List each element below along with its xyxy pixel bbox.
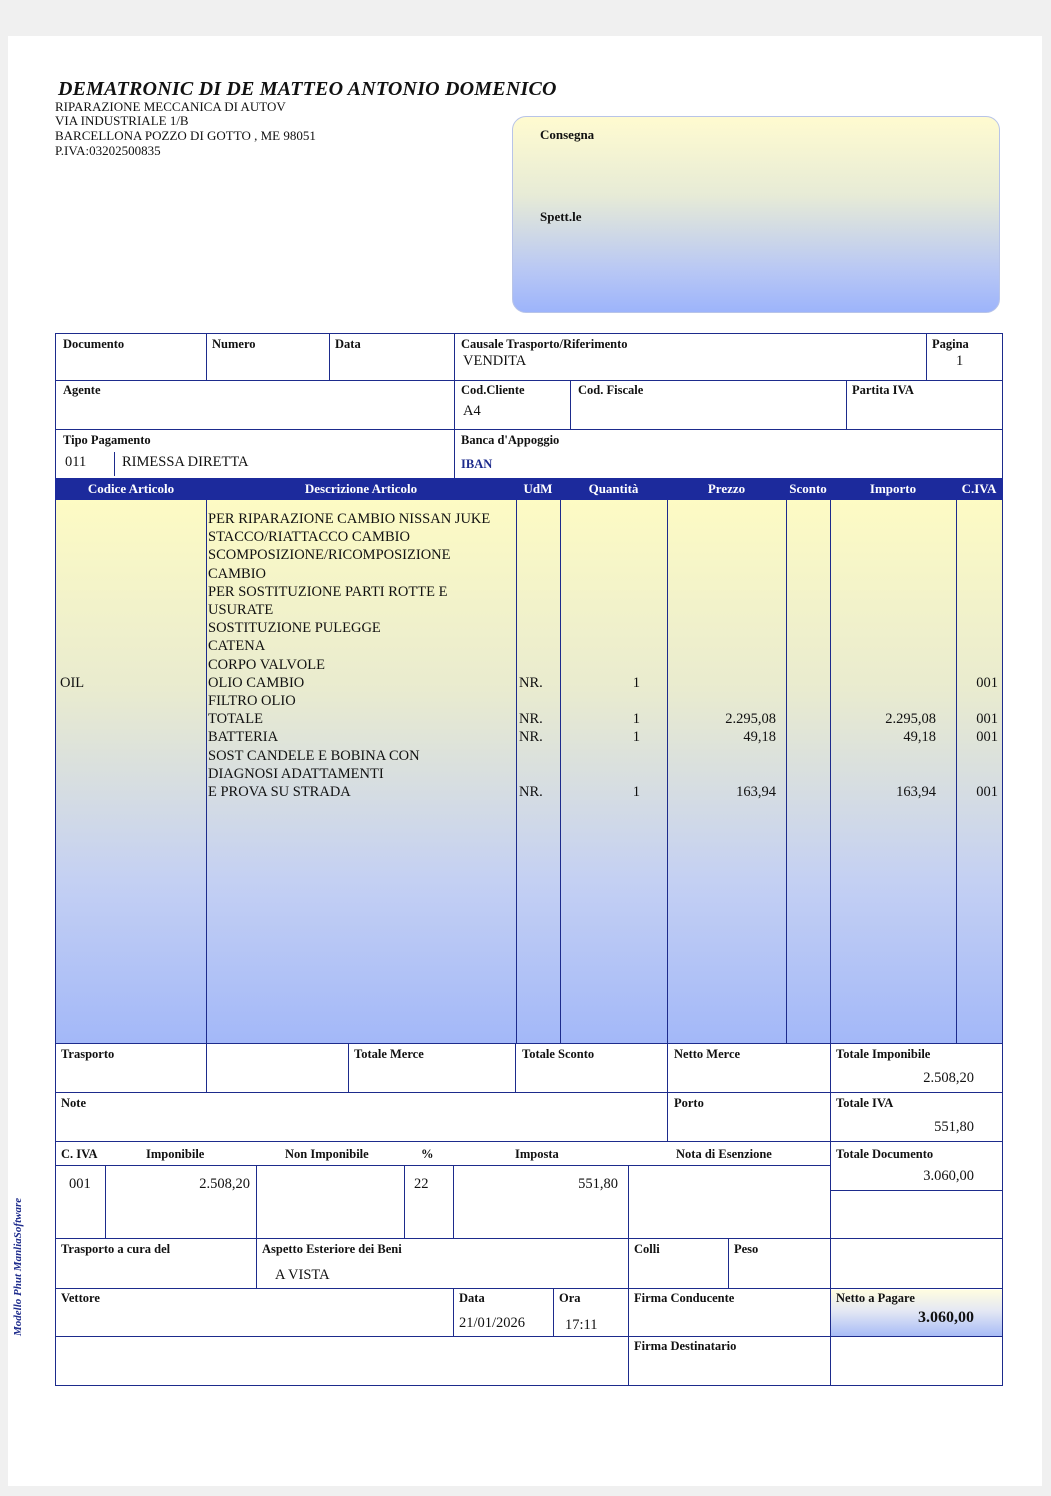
row-desc: E PROVA SU STRADA xyxy=(208,784,351,801)
cod-fiscale-label: Cod. Fiscale xyxy=(578,383,644,397)
row-code: OIL xyxy=(60,674,85,691)
row-udm xyxy=(519,619,543,637)
row-price xyxy=(676,510,776,528)
row-udm xyxy=(519,510,543,528)
row-udm xyxy=(519,546,543,564)
row-qty: 1 xyxy=(632,674,640,691)
partita-iva-label: Partita IVA xyxy=(852,383,914,397)
consegna-label: Consegna xyxy=(540,127,595,142)
row-desc: STACCO/RIATTACCO CAMBIO xyxy=(208,529,410,546)
row-udm: NR. xyxy=(519,784,543,801)
row-iva xyxy=(962,583,998,601)
col-quantita: Quantità xyxy=(588,481,639,496)
row-iva: 001 xyxy=(976,674,998,691)
imponibile-value: 2.508,20 xyxy=(199,1176,250,1192)
row-amount: 2.295,08 xyxy=(885,711,936,728)
row-desc: FILTRO OLIO xyxy=(208,693,296,710)
totale-imponibile-value: 2.508,20 xyxy=(923,1070,974,1086)
peso-label: Peso xyxy=(734,1242,759,1256)
row-udm: NR. xyxy=(519,711,543,728)
row-qty xyxy=(600,528,640,546)
row-amount xyxy=(836,565,936,583)
cod-cliente-value: A4 xyxy=(463,403,481,419)
row-iva xyxy=(962,619,998,637)
row-amount xyxy=(836,619,936,637)
row-qty xyxy=(600,765,640,783)
row-amount-column xyxy=(836,510,936,801)
row-amount xyxy=(836,747,936,765)
row-amount xyxy=(836,674,936,692)
row-qty xyxy=(600,583,640,601)
row-qty xyxy=(600,637,640,655)
col-importo: Importo xyxy=(869,481,917,496)
row-price xyxy=(676,747,776,765)
row-qty xyxy=(600,619,640,637)
civa-label: C. IVA xyxy=(61,1147,98,1161)
porto-label: Porto xyxy=(674,1096,704,1110)
row-desc: PER RIPARAZIONE CAMBIO NISSAN JUKE xyxy=(208,511,491,527)
totale-iva-label: Totale IVA xyxy=(836,1096,894,1110)
row-qty xyxy=(600,747,640,765)
row-price: 49,18 xyxy=(743,729,776,746)
tipo-pagamento-code: 011 xyxy=(65,454,87,470)
row-iva: 001 xyxy=(976,711,998,728)
row-price xyxy=(676,601,776,619)
totale-iva-value: 551,80 xyxy=(934,1119,974,1135)
row-code xyxy=(60,765,84,783)
row-udm xyxy=(519,765,543,783)
row-desc: SCOMPOSIZIONE/RICOMPOSIZIONE xyxy=(208,547,451,564)
colli-label: Colli xyxy=(634,1242,660,1256)
row-desc: CAMBIO xyxy=(208,565,267,582)
causale-value: VENDITA xyxy=(463,353,527,369)
data-vettore-label: Data xyxy=(459,1291,485,1305)
imposta-value: 551,80 xyxy=(578,1176,618,1192)
row-code xyxy=(60,528,84,546)
row-udm xyxy=(519,565,543,583)
ora-label: Ora xyxy=(559,1291,581,1305)
totale-documento-value: 3.060,00 xyxy=(923,1168,974,1184)
row-qty xyxy=(600,692,640,710)
row-price xyxy=(676,637,776,655)
row-amount xyxy=(836,510,936,528)
col-udm: UdM xyxy=(523,481,553,496)
row-code xyxy=(60,710,84,728)
row-udm xyxy=(519,528,543,546)
row-iva xyxy=(962,601,998,619)
row-desc: OLIO CAMBIO xyxy=(208,674,305,691)
row-amount xyxy=(836,765,936,783)
tipo-pagamento-label: Tipo Pagamento xyxy=(63,433,151,447)
row-code xyxy=(60,510,84,528)
row-udm: NR. xyxy=(519,674,543,691)
row-desc: SOSTITUZIONE PULEGGE xyxy=(208,620,381,637)
row-amount xyxy=(836,692,936,710)
row-iva xyxy=(962,546,998,564)
totale-documento-label: Totale Documento xyxy=(836,1147,934,1161)
row-qty xyxy=(600,601,640,619)
spett-label: Spett.le xyxy=(540,209,582,224)
row-amount: 163,94 xyxy=(896,784,936,801)
row-code xyxy=(60,619,84,637)
agente-label: Agente xyxy=(63,383,101,397)
netto-pagare-value: 3.060,00 xyxy=(918,1309,974,1326)
row-amount xyxy=(836,528,936,546)
netto-merce-label: Netto Merce xyxy=(674,1047,741,1061)
ora-value: 17:11 xyxy=(565,1317,598,1333)
col-civa: C.IVA xyxy=(961,481,997,496)
row-code xyxy=(60,728,84,746)
row-qty-column xyxy=(600,510,640,801)
row-code xyxy=(60,601,84,619)
non-imponibile-label: Non Imponibile xyxy=(285,1147,369,1161)
firma-conducente-label: Firma Conducente xyxy=(634,1291,735,1305)
imponibile-label: Imponibile xyxy=(146,1147,205,1161)
row-price xyxy=(676,674,776,692)
row-iva-column xyxy=(962,510,998,801)
banca-label: Banca d'Appoggio xyxy=(461,433,560,447)
row-price-column xyxy=(676,510,776,801)
row-iva: 001 xyxy=(976,784,998,801)
row-code xyxy=(60,583,84,601)
row-qty xyxy=(600,546,640,564)
netto-pagare-label: Netto a Pagare xyxy=(836,1291,915,1305)
side-model-text: Modello Phut ManliaSoftware xyxy=(12,1197,24,1336)
col-descrizione: Descrizione Articolo xyxy=(304,481,418,496)
nota-esenzione-label: Nota di Esenzione xyxy=(676,1147,772,1161)
row-qty: 1 xyxy=(632,711,640,728)
row-udm xyxy=(519,601,543,619)
row-iva xyxy=(962,637,998,655)
row-udm xyxy=(519,583,543,601)
totale-sconto-label: Totale Sconto xyxy=(522,1047,595,1061)
iban-label: IBAN xyxy=(461,457,493,471)
col-sconto: Sconto xyxy=(789,481,827,496)
row-amount: 49,18 xyxy=(903,729,936,746)
data-label: Data xyxy=(335,337,361,351)
row-desc: CATENA xyxy=(208,638,266,655)
row-code xyxy=(60,692,84,710)
row-qty xyxy=(600,565,640,583)
pagina-value: 1 xyxy=(956,353,964,369)
row-desc: BATTERIA xyxy=(208,729,279,746)
totale-imponibile-label: Totale Imponibile xyxy=(836,1047,931,1061)
row-udm: NR. xyxy=(519,729,543,746)
row-code xyxy=(60,637,84,655)
row-desc: TOTALE xyxy=(208,711,263,728)
totale-merce-label: Totale Merce xyxy=(354,1047,424,1061)
imposta-label: Imposta xyxy=(515,1147,559,1161)
row-amount xyxy=(836,583,936,601)
row-udm xyxy=(519,747,543,765)
row-iva xyxy=(962,692,998,710)
row-price xyxy=(676,765,776,783)
company-activity: RIPARAZIONE MECCANICA DI AUTOV xyxy=(55,99,286,114)
company-city: BARCELLONA POZZO DI GOTTO , ME 98051 xyxy=(55,128,316,143)
row-desc: SOST CANDELE E BOBINA CON xyxy=(208,747,420,764)
row-price xyxy=(676,565,776,583)
row-qty xyxy=(600,656,640,674)
row-price xyxy=(676,583,776,601)
perc-value: 22 xyxy=(414,1176,429,1192)
row-qty: 1 xyxy=(632,729,640,746)
tipo-pagamento-desc: RIMESSA DIRETTA xyxy=(122,454,249,470)
row-price xyxy=(676,619,776,637)
row-qty: 1 xyxy=(632,784,640,801)
numero-label: Numero xyxy=(212,337,256,351)
aspetto-value: A VISTA xyxy=(275,1267,330,1283)
firma-destinatario-label: Firma Destinatario xyxy=(634,1339,737,1353)
perc-label: % xyxy=(421,1147,434,1161)
row-udm xyxy=(519,692,543,710)
row-price xyxy=(676,546,776,564)
row-price xyxy=(676,692,776,710)
vettore-label: Vettore xyxy=(61,1291,100,1305)
row-price: 163,94 xyxy=(736,784,776,801)
row-amount xyxy=(836,637,936,655)
row-desc-column xyxy=(208,510,490,801)
row-amount xyxy=(836,656,936,674)
row-desc: PER SOSTITUZIONE PARTI ROTTE E xyxy=(208,583,448,600)
company-address: VIA INDUSTRIALE 1/B xyxy=(55,113,189,128)
row-iva xyxy=(962,656,998,674)
row-iva xyxy=(962,565,998,583)
trasporto-cura-label: Trasporto a cura del xyxy=(61,1242,171,1256)
row-iva xyxy=(962,747,998,765)
company-name: DEMATRONIC DI DE MATTEO ANTONIO DOMENICO xyxy=(58,78,557,100)
row-udm xyxy=(519,656,543,674)
row-iva xyxy=(962,510,998,528)
causale-label: Causale Trasporto/Riferimento xyxy=(461,337,628,351)
trasporto-label: Trasporto xyxy=(61,1047,115,1061)
col-prezzo: Prezzo xyxy=(707,481,746,496)
row-code xyxy=(60,656,84,674)
row-code xyxy=(60,546,84,564)
row-code-column xyxy=(60,510,84,801)
recipient-box xyxy=(512,116,1000,313)
row-iva xyxy=(962,765,998,783)
row-code xyxy=(60,747,84,765)
row-udm xyxy=(519,637,543,655)
data-vettore-value: 21/01/2026 xyxy=(459,1315,526,1331)
note-label: Note xyxy=(61,1096,86,1110)
row-qty xyxy=(600,510,640,528)
row-code xyxy=(60,565,84,583)
row-code xyxy=(60,783,84,801)
row-amount xyxy=(836,601,936,619)
row-price: 2.295,08 xyxy=(725,711,776,728)
pagina-label: Pagina xyxy=(932,337,969,351)
row-iva: 001 xyxy=(976,729,998,746)
row-desc: USURATE xyxy=(208,602,274,619)
row-udm-column xyxy=(519,510,543,801)
col-codice: Codice Articolo xyxy=(87,481,175,496)
row-desc: CORPO VALVOLE xyxy=(208,656,325,673)
row-amount xyxy=(836,546,936,564)
documento-label: Documento xyxy=(63,337,125,351)
row-iva xyxy=(962,528,998,546)
aspetto-label: Aspetto Esteriore dei Beni xyxy=(262,1242,402,1256)
row-desc: DIAGNOSI ADATTAMENTI xyxy=(208,765,384,782)
company-vat: P.IVA:03202500835 xyxy=(55,143,161,158)
row-price xyxy=(676,656,776,674)
row-price xyxy=(676,528,776,546)
cod-cliente-label: Cod.Cliente xyxy=(461,383,525,397)
civa-value: 001 xyxy=(69,1176,91,1192)
